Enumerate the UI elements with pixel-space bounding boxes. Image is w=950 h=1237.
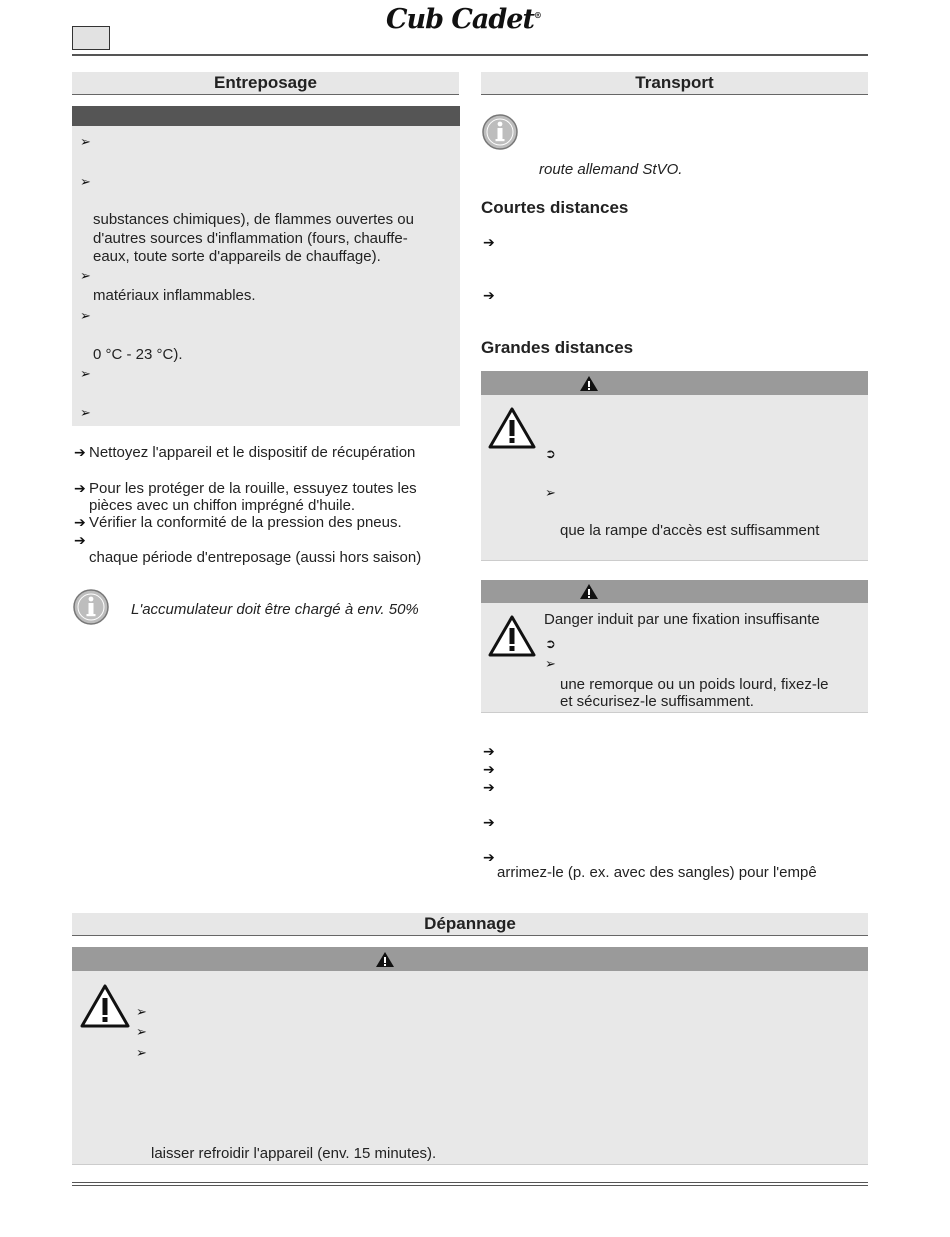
transport-warning-line: que la rampe d'accès est suffisamment <box>560 522 820 539</box>
bullet-marker: ➢ <box>80 308 91 323</box>
arrow-marker: ➔ <box>74 532 86 548</box>
storage-item: Nettoyez l'appareil et le dispositif de récupération <box>89 444 416 461</box>
storage-box-line: d'autres sources d'inflammation (fours, chauffe- <box>93 230 408 247</box>
storage-box-line: eaux, toute sorte d'appareils de chauffage). <box>93 248 381 265</box>
arrow-marker: ➔ <box>483 761 495 777</box>
action-marker: ➲ <box>545 446 556 461</box>
storage-box-line: matériaux inflammables. <box>93 287 256 304</box>
storage-item: pièces avec un chiffon imprégné d'huile. <box>89 497 356 514</box>
arrow-marker: ➔ <box>74 514 86 530</box>
fixation-warning-bar <box>481 580 868 603</box>
warning-icon <box>375 951 395 968</box>
transport-heading: Transport <box>481 72 868 95</box>
info-icon <box>481 113 519 151</box>
arrow-marker: ➔ <box>483 743 495 759</box>
storage-info-note: L'accumulateur doit être chargé à env. 50% <box>131 601 419 618</box>
arrow-marker: ➔ <box>483 779 495 795</box>
bullet-marker: ➢ <box>80 268 91 283</box>
bullet-marker: ➢ <box>545 485 556 500</box>
bullet-marker: ➢ <box>80 405 91 420</box>
arrow-marker: ➔ <box>483 849 495 865</box>
long-distance-heading: Grandes distances <box>481 338 634 357</box>
footer-rule <box>72 1182 868 1183</box>
info-icon <box>72 588 110 626</box>
transport-warning-bar <box>481 371 868 395</box>
brand-logo: Cub Cadet® <box>386 4 541 35</box>
troubleshooting-warning-bar <box>72 947 868 971</box>
fixation-warning-line: une remorque ou un poids lourd, fixez-le <box>560 676 829 693</box>
warning-icon <box>579 583 599 600</box>
storage-box-line: substances chimiques), de flammes ouvertes ou <box>93 211 414 228</box>
header-rule <box>72 54 868 56</box>
bullet-marker: ➢ <box>136 1045 147 1060</box>
storage-heading: Entreposage <box>72 72 459 95</box>
transport-info-text: route allemand StVO. <box>539 161 683 178</box>
short-distance-heading: Courtes distances <box>481 198 629 217</box>
storage-item: chaque période d'entreposage (aussi hors saison) <box>89 549 422 566</box>
storage-notice-box <box>72 106 460 426</box>
arrow-marker: ➔ <box>483 234 495 250</box>
bullet-marker: ➢ <box>80 366 91 381</box>
transport-last-line: arrimez-le (p. ex. avec des sangles) pour l'empê <box>497 864 817 881</box>
warning-triangle-icon <box>488 406 536 450</box>
bullet-marker: ➢ <box>136 1004 147 1019</box>
action-marker: ➲ <box>545 636 556 651</box>
arrow-marker: ➔ <box>74 480 86 496</box>
bullet-marker: ➢ <box>545 656 556 671</box>
footer-rule <box>72 1185 868 1186</box>
arrow-marker: ➔ <box>483 287 495 303</box>
arrow-marker: ➔ <box>483 814 495 830</box>
fixation-warning-line: Danger induit par une fixation insuffisante <box>544 611 820 628</box>
bullet-marker: ➢ <box>80 134 91 149</box>
storage-notice-bar <box>72 106 460 126</box>
troubleshooting-heading: Dépannage <box>72 913 868 936</box>
warning-triangle-icon <box>488 614 536 658</box>
storage-box-line: 0 °C - 23 °C). <box>93 346 183 363</box>
troubleshooting-warning-line: laisser refroidir l'appareil (env. 15 minutes). <box>151 1145 437 1162</box>
bullet-marker: ➢ <box>80 174 91 189</box>
arrow-marker: ➔ <box>74 444 86 460</box>
troubleshooting-warning-box <box>72 947 868 1165</box>
page-number-box <box>72 26 110 50</box>
storage-item: Vérifier la conformité de la pression des pneus. <box>89 514 402 531</box>
warning-icon <box>579 375 599 392</box>
storage-item: Pour les protéger de la rouille, essuyez toutes les <box>89 480 417 497</box>
fixation-warning-line: et sécurisez-le suffisamment. <box>560 693 754 710</box>
warning-triangle-icon <box>80 983 130 1029</box>
bullet-marker: ➢ <box>136 1024 147 1039</box>
